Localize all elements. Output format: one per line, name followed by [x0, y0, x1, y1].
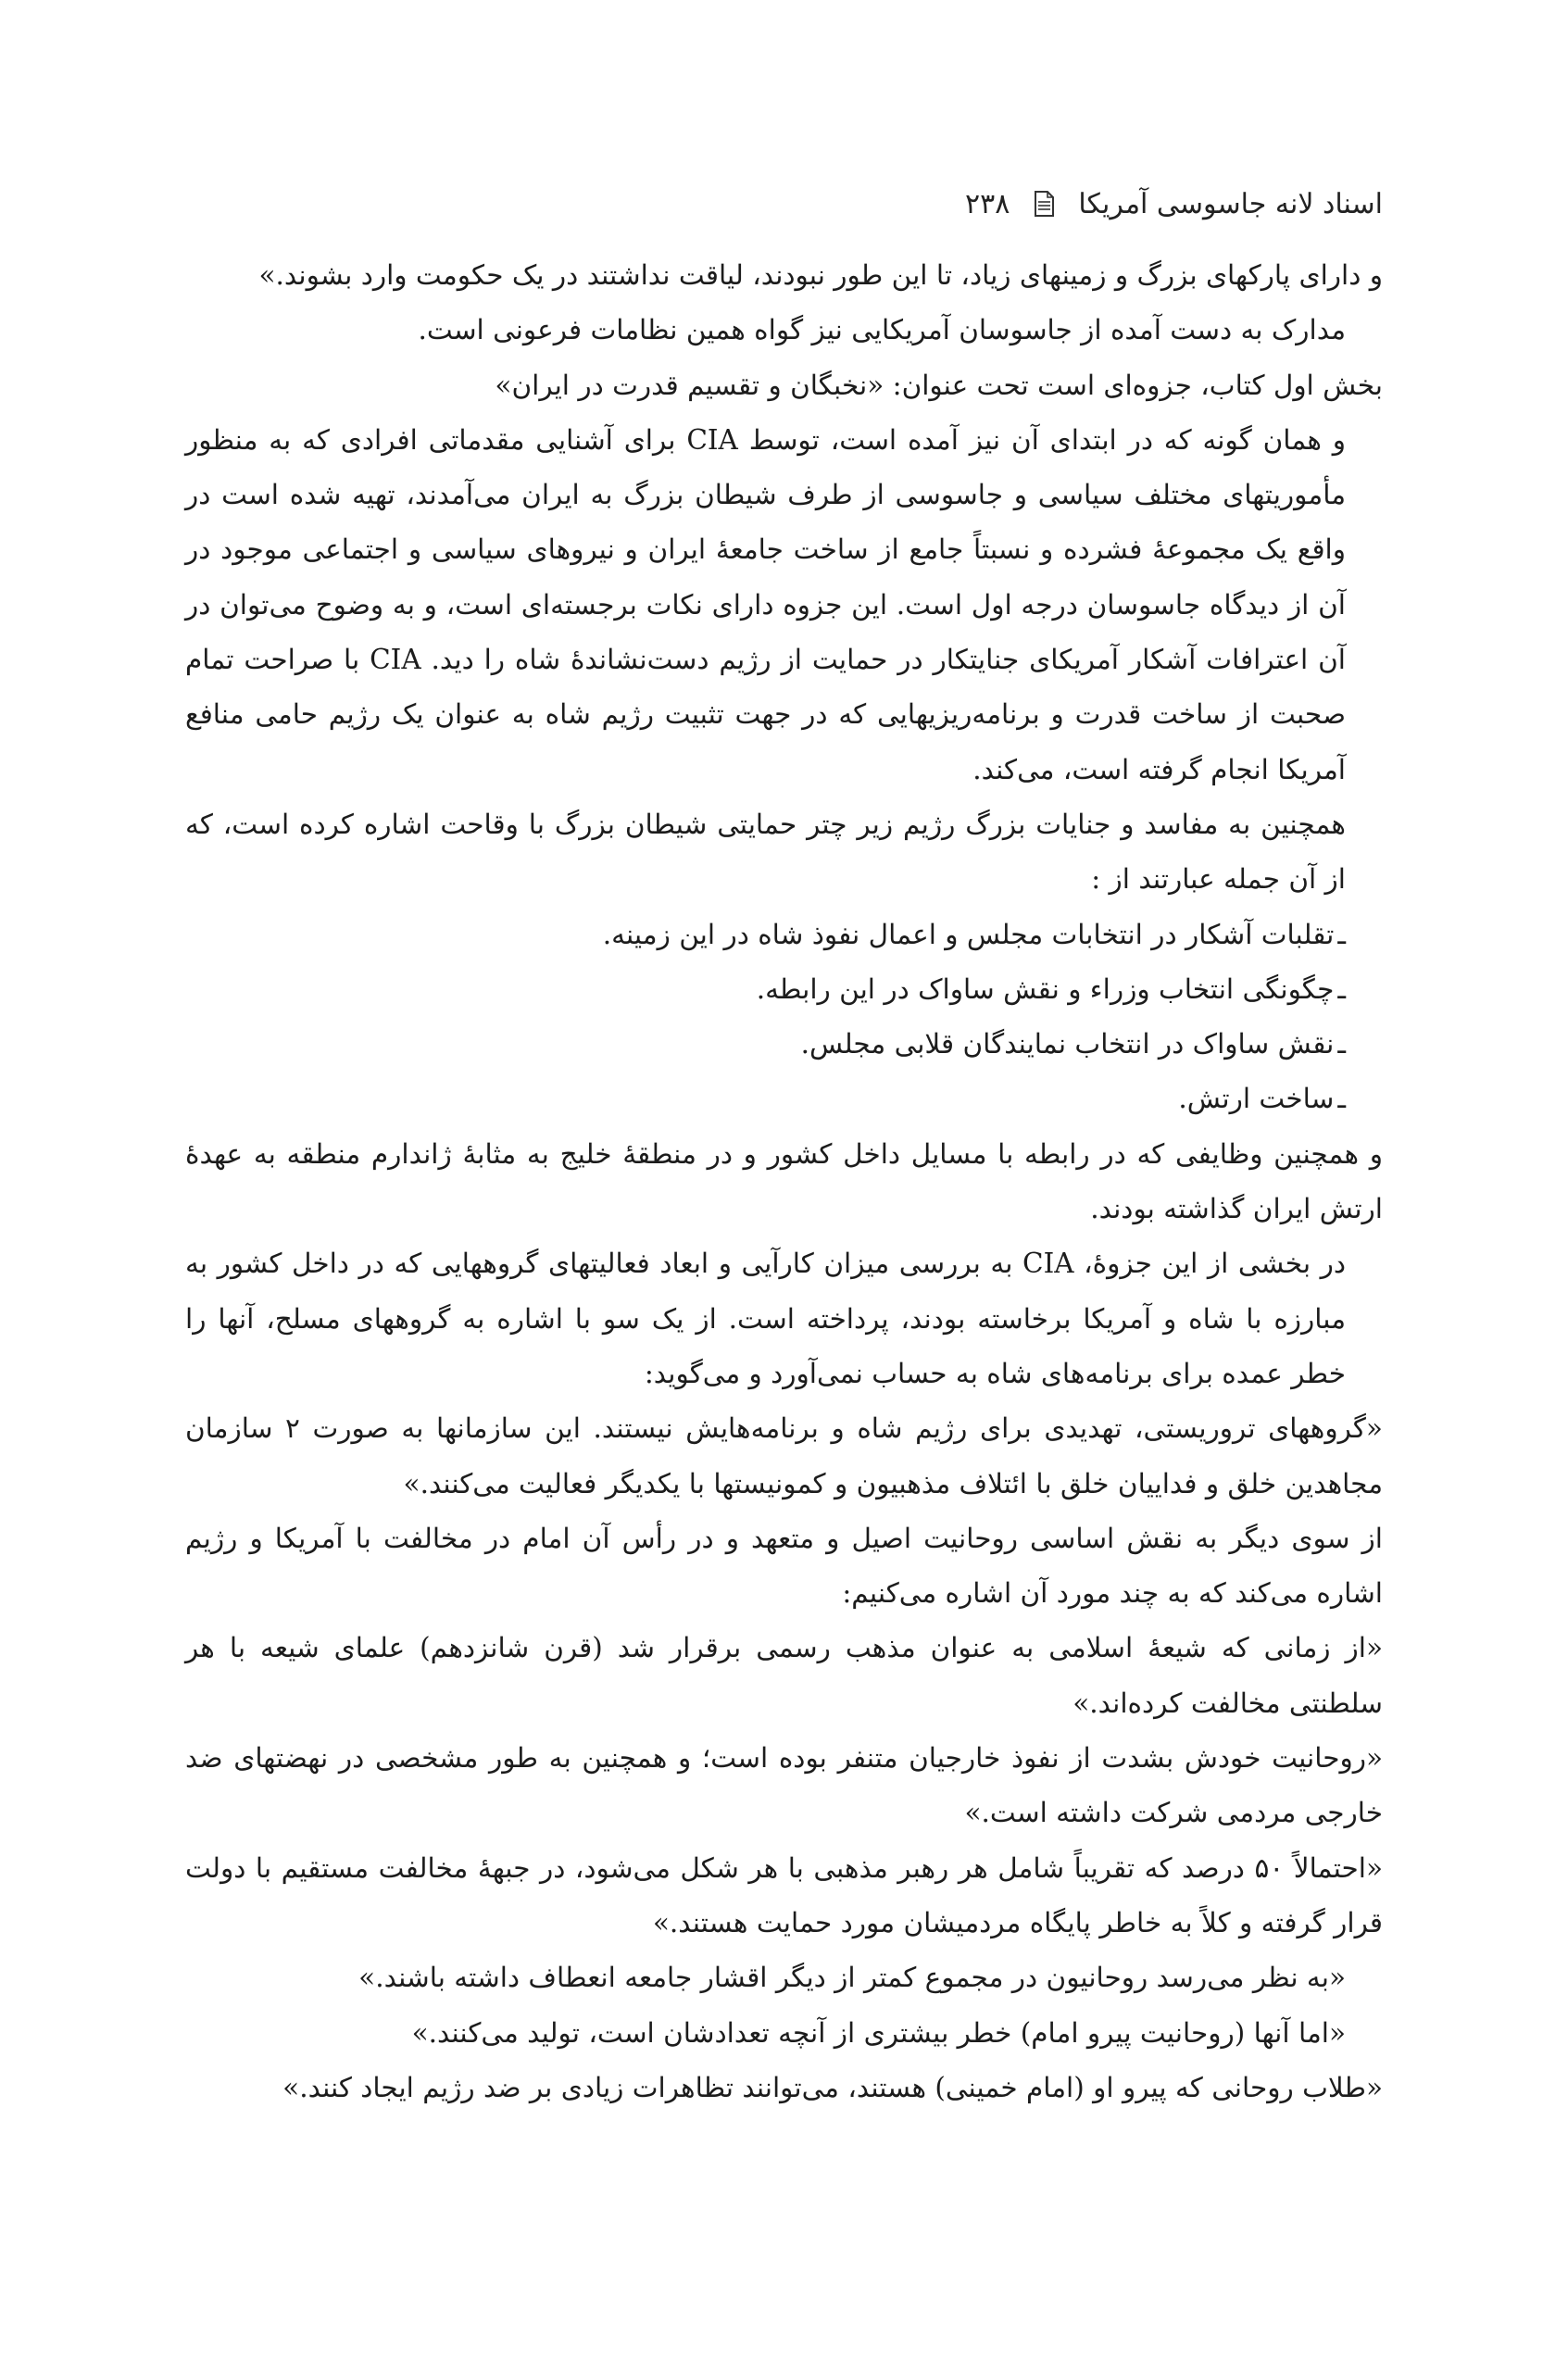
running-header	[185, 176, 1383, 232]
quote-paragraph: «روحانیت خودش بشدت از نفوذ خارجیان متنفر بوده است؛ و همچنین به طور مشخصی در نهضتهای ضد خارجی مردمی شرکت داشته است.»	[185, 1742, 1383, 1829]
page-number: ۲۳۸	[965, 187, 1010, 220]
list-item: ـ چگونگی انتخاب وزراء و نقش ساواک در این رابطه.	[185, 962, 1383, 1017]
list-item: ـ ساخت ارتش.	[185, 1072, 1383, 1126]
paragraph: بخش اول کتاب، جزوه‌ای است تحت عنوان: «نخبگان و تقسیم قدرت در ایران»	[495, 369, 1383, 401]
page-body	[185, 248, 1383, 2115]
quote-paragraph: «احتمالاً ۵۰ درصد که تقریباً شامل هر رهبر مذهبی با هر شکل می‌شود، در جبههٔ مخالفت مستقیم با دولت قرار گرفته و کلاً به خاطر پایگاه مردمیشان مورد حمایت هستند.»	[185, 1851, 1383, 1938]
list-item: ـ تقلبات آشکار در انتخابات مجلس و اعمال نفوذ شاه در این زمینه.	[185, 908, 1383, 962]
header-title: اسناد لانه جاسوسی آمریکا	[1078, 187, 1383, 220]
quote-paragraph: «طلاب روحانی که پیرو او (امام خمینی) هستند، می‌توانند تظاهرات زیادی بر ضد رژیم ایجاد کنند.»	[282, 2071, 1383, 2103]
paragraph: همچنین به مفاسد و جنایات بزرگ رژیم زیر چتر حمایتی شیطان بزرگ با وقاحت اشاره کرده است، که از آن جمله عبارتند از :	[185, 808, 1346, 896]
paragraph: از سوی دیگر به نقش اساسی روحانیت اصیل و متعهد و در رأس آن امام در مخالفت با آمریکا و رژیم اشاره می‌کند که به چند مورد آن اشاره می‌کنیم:	[185, 1522, 1383, 1610]
paragraph: در بخشی از این جزوهٔ، CIA به بررسی میزان کارآیی و ابعاد فعالیتهای گروههایی که در داخل کشور به مبارزه با شاه و آمریکا برخاسته بودند، پرداخته است. از یک سو با اشاره به گروههای مسلح، آنها را خطر عمده برای برنامه‌های شاه به حساب نمی‌آورد و می‌گوید:	[185, 1248, 1346, 1389]
paragraph: و همان گونه که در ابتدای آن نیز آمده است، توسط CIA برای آشنایی مقدماتی افرادی که به منظور مأموریتهای مختلف سیاسی و جاسوسی از طرف شیطان بزرگ به ایران می‌آمدند، تهیه شده است در واقع یک مجموعهٔ فشرده و نسبتاً جامع از ساخت جامعهٔ ایران و نیروهای سیاسی و اجتماعی موجود در آن از دیدگاه جاسوسان درجه اول است. این جزوه دارای نکات برجسته‌ای است، و به وضوح می‌توان در آن اعترافات آشکار آمریکای جنایتکار در حمایت از رژیم دست‌نشاندهٔ شاه را دید. CIA با صراحت تمام صحبت از ساخت قدرت و برنامه‌ریزیهایی که در جهت تثبیت رژیم شاه به عنوان یک رژیم حامی منافع آمریکا انجام گرفته است، می‌کند.	[185, 423, 1346, 785]
quote-paragraph: «گروههای تروریستی، تهدیدی برای رژیم شاه و برنامه‌هایش نیستند. این سازمانها به صورت ۲ سازمان مجاهدین خلق و فداییان خلق با ائتلاف مذهبیون و کمونیستها با یکدیگر فعالیت می‌کنند.»	[185, 1412, 1383, 1499]
list-item: ـ نقش ساواک در انتخاب نمایندگان قلابی مجلس.	[185, 1017, 1383, 1072]
paragraph: و همچنین وظایفی که در رابطه با مسایل داخل کشور و در منطقهٔ خلیج به مثابهٔ ژاندارم منطقه به عهدهٔ ارتش ایران گذاشته بودند.	[185, 1137, 1383, 1225]
quote-paragraph: «به نظر می‌رسد روحانیون در مجموع کمتر از دیگر اقشار جامعه انعطاف داشته باشند.»	[358, 1962, 1346, 1994]
document-icon	[1034, 191, 1054, 217]
quote-paragraph: «اما آنها (روحانیت پیرو امام) خطر بیشتری از آنچه تعدادشان است، تولید می‌کنند.»	[411, 2016, 1346, 2049]
paragraph: و دارای پارکهای بزرگ و زمینهای زیاد، تا این طور نبودند، لیاقت نداشتند در یک حکومت وارد بشوند.»	[258, 259, 1383, 291]
quote-paragraph: «از زمانی که شیعهٔ اسلامی به عنوان مذهب رسمی برقرار شد (قرن شانزدهم) علمای شیعه با هر سلطنتی مخالفت کرده‌اند.»	[185, 1632, 1383, 1719]
paragraph: مدارک به دست آمده از جاسوسان آمریکایی نیز گواه همین نظامات فرعونی است.	[418, 314, 1346, 346]
